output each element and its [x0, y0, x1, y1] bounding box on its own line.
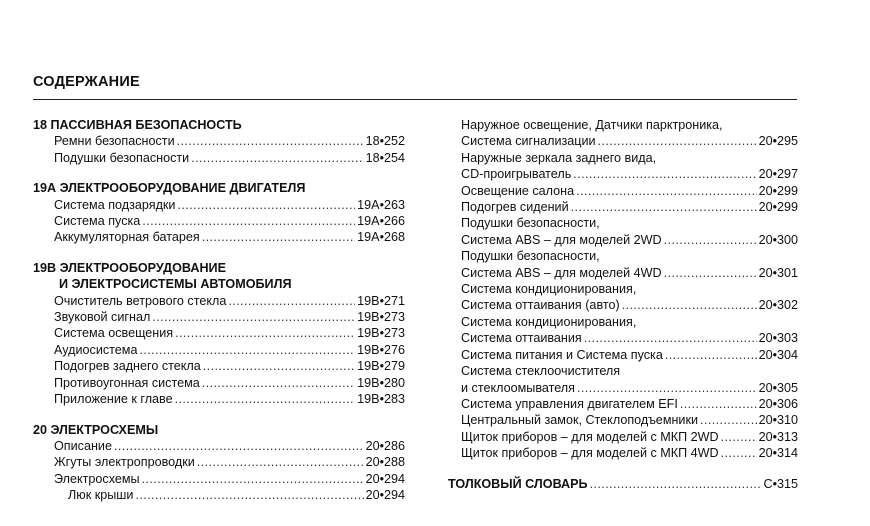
- section-heading[interactable]: [33, 422, 405, 438]
- toc-entry-label: Электросхемы: [54, 471, 140, 486]
- toc-entry-page: 20•306: [758, 396, 798, 411]
- leader-dots: [202, 375, 355, 391]
- leader-dots: [584, 330, 757, 346]
- toc-entry[interactable]: [54, 197, 405, 213]
- toc-entry[interactable]: [461, 150, 798, 183]
- leader-dots: [142, 213, 355, 229]
- toc-entry-label: Подогрев сидений: [461, 200, 569, 215]
- toc-entry-label: Система оттаивания (авто): [461, 298, 620, 313]
- toc-entry-page: 19А•263: [357, 197, 405, 212]
- leader-dots: [177, 197, 355, 213]
- toc-entry-page: 20•300: [758, 232, 798, 247]
- toc-entry[interactable]: [54, 150, 405, 166]
- toc-entry-page: 20•299: [758, 200, 798, 215]
- toc-entry-lead-line: Подушки безопасности,: [461, 216, 600, 231]
- toc-entry-page: 20•310: [758, 413, 798, 428]
- toc-entry-lead-line: Наружное освещение, Датчики парктроника,: [461, 118, 723, 132]
- toc-entry-page: 19А•266: [357, 214, 405, 229]
- leader-dots: [590, 476, 762, 492]
- toc-entry-page: 19В•276: [357, 342, 405, 357]
- toc-entry-page: 19В•279: [357, 359, 405, 374]
- toc-section: [33, 180, 405, 246]
- toc-entry[interactable]: [461, 429, 798, 445]
- right-column: [448, 117, 798, 492]
- left-column: [33, 117, 405, 518]
- toc-entry-page: 19В•273: [357, 310, 405, 325]
- toc-entry[interactable]: [54, 342, 405, 358]
- toc-entry[interactable]: [461, 183, 798, 199]
- toc-entry-page: 19А•268: [357, 230, 405, 245]
- toc-entry[interactable]: [54, 438, 405, 454]
- toc-entry-label: Щиток приборов – для моделей с МКП 4WD: [461, 446, 719, 461]
- toc-entry[interactable]: [461, 363, 798, 396]
- toc-entry[interactable]: [54, 375, 405, 391]
- toc-entry-label: Система оттаивания: [461, 331, 582, 346]
- leader-dots: [573, 166, 756, 182]
- section-heading[interactable]: [33, 180, 405, 196]
- leader-dots: [680, 396, 757, 412]
- toc-entry-label: Система сигнализации: [461, 134, 596, 149]
- toc-entry-label: Аккумуляторная батарея: [54, 230, 200, 245]
- toc-entry[interactable]: [461, 117, 798, 150]
- toc-entry[interactable]: [461, 396, 798, 412]
- toc-entry[interactable]: [54, 133, 405, 149]
- leader-dots: [576, 183, 756, 199]
- toc-entry-label: Освещение салона: [461, 183, 575, 198]
- toc-entry[interactable]: [54, 454, 405, 470]
- toc-section: [33, 260, 405, 408]
- toc-entry-label: Противоугонная система: [54, 375, 200, 390]
- leader-dots: [175, 391, 356, 407]
- toc-entry-label: Система пуска: [54, 214, 141, 229]
- toc-entry-lead-line: Система стеклоочистителя: [461, 364, 621, 379]
- toc-entry-label: Система ABS – для моделей 2WD: [461, 232, 662, 247]
- section-heading-line: И ЭЛЕКТРОСИСТЕМЫ АВТОМОБИЛЯ: [59, 277, 292, 292]
- toc-entry-label: Очиститель ветрового стекла: [54, 293, 227, 308]
- toc-entry-page: 20•299: [758, 183, 798, 198]
- toc-entry[interactable]: [461, 215, 798, 248]
- toc-entry-label: Жгуты электропроводки: [54, 455, 195, 470]
- toc-entry-page: 20•294: [365, 471, 405, 486]
- leader-dots: [191, 150, 363, 166]
- right-entries: [448, 117, 798, 462]
- toc-entry[interactable]: [461, 347, 798, 363]
- toc-section: [33, 422, 405, 504]
- toc-entry[interactable]: [461, 248, 798, 281]
- toc-entry-page: 18•254: [365, 150, 405, 165]
- toc-section: [33, 117, 405, 166]
- toc-entry[interactable]: [54, 309, 405, 325]
- toc-entry-label: Люк крыши: [68, 488, 134, 503]
- leader-dots: [228, 293, 355, 309]
- toc-entry-label: CD-проигрыватель: [461, 167, 572, 182]
- leader-dots: [577, 380, 757, 396]
- toc-entry-label: Система управления двигателем EFI: [461, 396, 678, 411]
- leader-dots: [203, 358, 355, 374]
- toc-entry[interactable]: [461, 281, 798, 314]
- toc-entry-page: 20•313: [758, 429, 798, 444]
- section-heading-line: 20 ЭЛЕКТРОСХЕМЫ: [33, 422, 159, 437]
- toc-entry-page: 20•303: [758, 331, 798, 346]
- toc-entry-page: 19В•280: [357, 375, 405, 390]
- leader-dots: [664, 265, 757, 281]
- toc-entry-page: 20•294: [365, 488, 405, 503]
- toc-entry-page: 20•314: [758, 446, 798, 461]
- toc-entry[interactable]: [461, 314, 798, 347]
- toc-entry-page: 18•252: [365, 134, 405, 149]
- leader-dots: [664, 232, 757, 248]
- leader-dots: [598, 133, 757, 149]
- toc-entry-page: 20•286: [365, 438, 405, 453]
- toc-entry-lead-line: Система кондиционирования,: [461, 282, 637, 297]
- section-heading[interactable]: [33, 260, 405, 293]
- toc-entry-lead-line: Система кондиционирования,: [461, 314, 637, 329]
- toc-entry-label: Система ABS – для моделей 4WD: [461, 265, 662, 280]
- toc-entry-label: Звуковой сигнал: [54, 310, 151, 325]
- toc-entry[interactable]: [461, 412, 798, 428]
- toc-entry[interactable]: [54, 471, 405, 487]
- toc-entry[interactable]: [54, 213, 405, 229]
- leader-dots: [622, 297, 757, 313]
- toc-entry-label: Система освещения: [54, 326, 174, 341]
- leader-dots: [571, 199, 757, 215]
- toc-entry[interactable]: [461, 199, 798, 215]
- toc-entry-label: Аудиосистема: [54, 342, 138, 357]
- leader-dots: [142, 471, 364, 487]
- toc-entry-page: 19В•273: [357, 326, 405, 341]
- toc-entry[interactable]: [54, 293, 405, 309]
- leader-dots: [665, 347, 757, 363]
- toc-entry-page: 20•297: [758, 167, 798, 182]
- glossary-label: ТОЛКОВЫЙ СЛОВАРЬ: [448, 476, 588, 491]
- leader-dots: [177, 133, 364, 149]
- leader-dots: [721, 429, 757, 445]
- toc-entry-page: 20•305: [758, 380, 798, 395]
- toc-entry-label: Описание: [54, 438, 112, 453]
- toc-entry[interactable]: [54, 487, 405, 503]
- leader-dots: [197, 454, 364, 470]
- toc-entry-label: Приложение к главе: [54, 392, 173, 407]
- toc-entry[interactable]: [54, 325, 405, 341]
- toc-entry[interactable]: [461, 445, 798, 461]
- toc-entry-page: 20•288: [365, 455, 405, 470]
- toc-entry-label: Ремни безопасности: [54, 134, 175, 149]
- leader-dots: [114, 438, 364, 454]
- toc-entry-label: Центральный замок, Стеклоподъемники: [461, 413, 699, 428]
- toc-entry-page: 20•295: [758, 134, 798, 149]
- glossary-entry[interactable]: [448, 476, 798, 492]
- toc-entry-label: Система подзарядки: [54, 197, 176, 212]
- title-rule: [33, 99, 797, 100]
- leader-dots: [135, 487, 363, 503]
- leader-dots: [721, 445, 757, 461]
- toc-entry-page: 20•301: [758, 265, 798, 280]
- toc-entry-page: 20•302: [758, 298, 798, 313]
- toc-entry-label: Подогрев заднего стекла: [54, 359, 201, 374]
- toc-entry-page: 19В•271: [357, 293, 405, 308]
- section-heading-line: 18 ПАССИВНАЯ БЕЗОПАСНОСТЬ: [33, 118, 242, 132]
- toc-entry[interactable]: [54, 229, 405, 245]
- leader-dots: [139, 342, 355, 358]
- toc-entry-lead-line: Подушки безопасности,: [461, 249, 600, 264]
- toc-entry[interactable]: [54, 358, 405, 374]
- leader-dots: [202, 229, 355, 245]
- toc-entry-page: 19В•283: [357, 392, 405, 407]
- toc-entry-page: 20•304: [758, 347, 798, 362]
- leader-dots: [152, 309, 355, 325]
- section-heading[interactable]: [33, 117, 405, 133]
- glossary-page: С•315: [763, 476, 798, 491]
- toc-entry-label: Система питания и Система пуска: [461, 347, 663, 362]
- toc-entry-label: и стеклоомывателя: [461, 380, 575, 395]
- toc-entry-label: Щиток приборов – для моделей с МКП 2WD: [461, 429, 719, 444]
- toc-entry-label: Подушки безопасности: [54, 150, 190, 165]
- leader-dots: [175, 325, 355, 341]
- section-heading-line: 19В ЭЛЕКТРООБОРУДОВАНИЕ: [33, 260, 226, 275]
- leader-dots: [700, 412, 757, 428]
- toc-entry-lead-line: Наружные зеркала заднего вида,: [461, 150, 657, 165]
- page-title: СОДЕРЖАНИЕ: [33, 74, 140, 90]
- toc-entry[interactable]: [54, 391, 405, 407]
- section-heading-line: 19А ЭЛЕКТРООБОРУДОВАНИЕ ДВИГАТЕЛЯ: [33, 181, 306, 196]
